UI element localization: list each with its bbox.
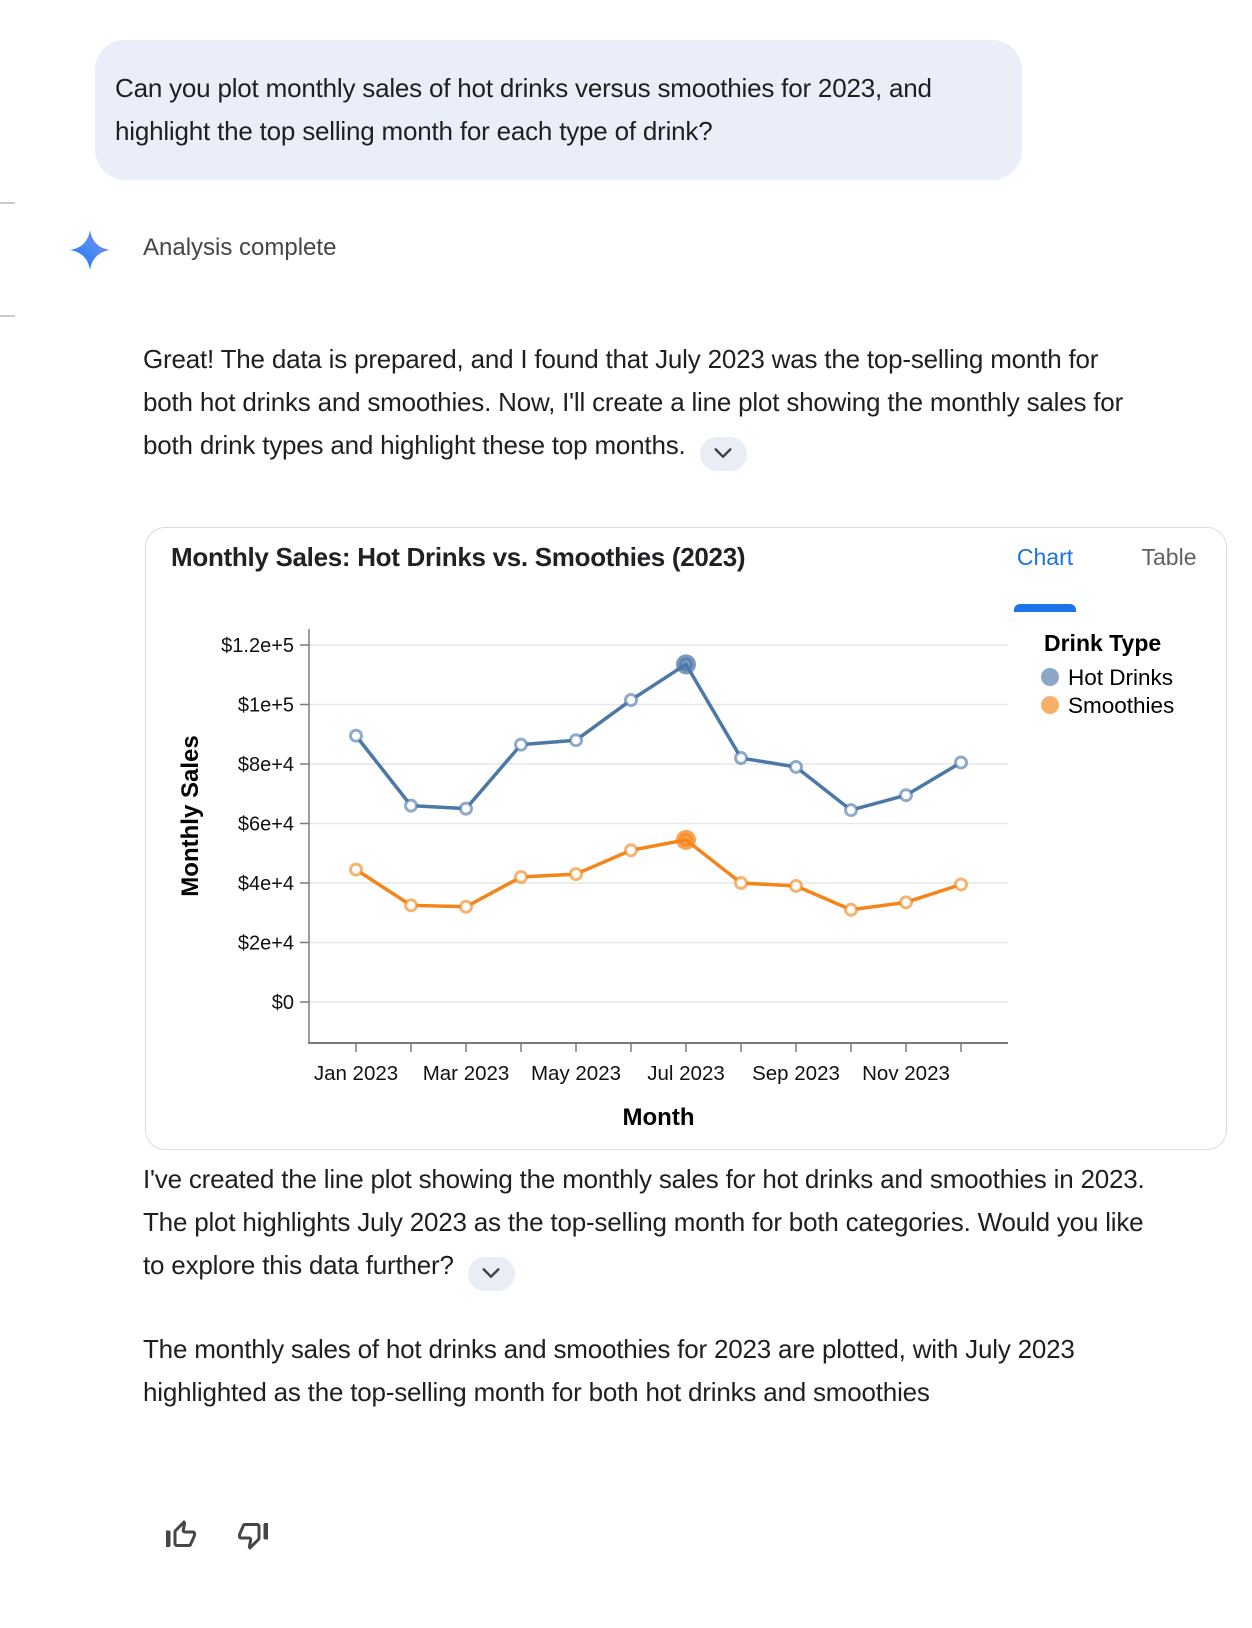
thumbs-down-icon <box>235 1517 271 1553</box>
left-edge-divider <box>0 202 15 204</box>
y-tick-label: $1.2e+5 <box>221 635 294 657</box>
assistant-paragraph-3 <box>143 1328 1155 1414</box>
hot-drinks-marker <box>516 739 527 750</box>
smoothies-marker <box>406 900 417 911</box>
y-tick-label: $1e+5 <box>237 694 294 717</box>
chart-svg[interactable] <box>146 528 1228 1151</box>
thumbs-down-button[interactable] <box>230 1512 276 1558</box>
smoothies-marker <box>461 901 472 912</box>
y-tick-label: $0 <box>271 992 294 1014</box>
smoothies-marker <box>681 834 692 845</box>
hot-drinks-marker <box>351 730 362 741</box>
smoothies-marker <box>516 872 527 883</box>
thumbs-up-icon <box>163 1517 199 1553</box>
y-tick-label: $8e+4 <box>237 754 294 776</box>
x-tick-label: Sep 2023 <box>752 1062 840 1085</box>
hot-drinks-marker <box>791 761 802 772</box>
assistant-paragraph-3-text: The monthly sales of hot drinks and smoothies for 2023 are plotted, with July 2023 highlighted as the top-selling month for both hot drinks and smoothies <box>143 1334 1075 1407</box>
chart-card-title: Monthly Sales: Hot Drinks vs. Smoothies (2023) <box>171 542 746 572</box>
chevron-down-icon <box>712 446 734 461</box>
x-tick-label: Jul 2023 <box>647 1062 725 1085</box>
y-tick-label: $6e+4 <box>237 813 294 836</box>
assistant-paragraph-1 <box>143 338 1155 471</box>
analysis-status[interactable]: Analysis complete <box>143 234 337 261</box>
collapse-answer-button[interactable] <box>468 1257 515 1291</box>
x-axis-title: Month <box>622 1104 695 1131</box>
smoothies-marker <box>791 880 802 891</box>
assistant-paragraph-2-text: I've created the line plot showing the monthly sales for hot drinks and smoothies in 2023. The plot highlights July 2023 as the top-selling month for both categories. Would you like to explore this data further? <box>143 1164 1145 1280</box>
hot-drinks-marker <box>846 805 857 816</box>
y-tick-label: $4e+4 <box>237 873 294 895</box>
x-tick-label: Mar 2023 <box>422 1062 510 1085</box>
x-tick-label: Jan 2023 <box>313 1062 399 1085</box>
smoothies-marker <box>956 879 967 890</box>
legend-title: Drink Type <box>1044 630 1162 656</box>
chart-card <box>145 527 1227 1150</box>
tab-table[interactable]: Table <box>1141 544 1197 570</box>
collapse-steps-button[interactable] <box>700 437 747 471</box>
hot-drinks-marker <box>901 790 912 801</box>
hot-drinks-marker <box>461 803 472 814</box>
y-tick-label: $2e+4 <box>237 932 294 955</box>
hot-drinks-marker <box>571 735 582 746</box>
hot-drinks-marker <box>736 753 747 764</box>
tab-chart[interactable]: Chart <box>1016 544 1074 570</box>
assistant-paragraph-1-text: Great! The data is prepared, and I found that July 2023 was the top-selling month for both hot drinks and smoothies. Now, I'll create a line plot showing the monthly sales for both drink types and highlight these top months. <box>143 344 1124 460</box>
legend-label-hot-drinks: Hot Drinks <box>1068 665 1174 690</box>
y-axis-title: Monthly Sales <box>177 735 204 897</box>
smoothies-marker <box>901 897 912 908</box>
x-tick-label: Nov 2023 <box>862 1062 950 1085</box>
x-tick-label: May 2023 <box>530 1062 622 1085</box>
smoothies-marker <box>736 878 747 889</box>
chevron-down-icon <box>480 1266 502 1281</box>
thumbs-up-button[interactable] <box>158 1512 204 1558</box>
hot-drinks-marker <box>681 659 692 670</box>
smoothies-marker <box>571 869 582 880</box>
smoothies-line <box>356 840 961 910</box>
legend-swatch-hot-drinks <box>1041 668 1059 686</box>
hot-drinks-marker <box>956 757 967 768</box>
user-message-text: Can you plot monthly sales of hot drinks versus smoothies for 2023, and highlight the top selling month for each type of drink? <box>115 73 932 146</box>
hot-drinks-marker <box>406 800 417 811</box>
hot-drinks-line <box>356 664 961 810</box>
smoothies-marker <box>351 864 362 875</box>
legend-swatch-smoothies <box>1041 696 1059 714</box>
left-edge-divider <box>0 315 15 317</box>
legend-label-smoothies: Smoothies <box>1068 693 1175 718</box>
smoothies-marker <box>846 904 857 915</box>
assistant-paragraph-2 <box>143 1158 1155 1291</box>
hot-drinks-marker <box>626 695 637 706</box>
user-message-bubble <box>95 40 1022 180</box>
gemini-sparkle-icon <box>68 228 112 272</box>
smoothies-marker <box>626 845 637 856</box>
